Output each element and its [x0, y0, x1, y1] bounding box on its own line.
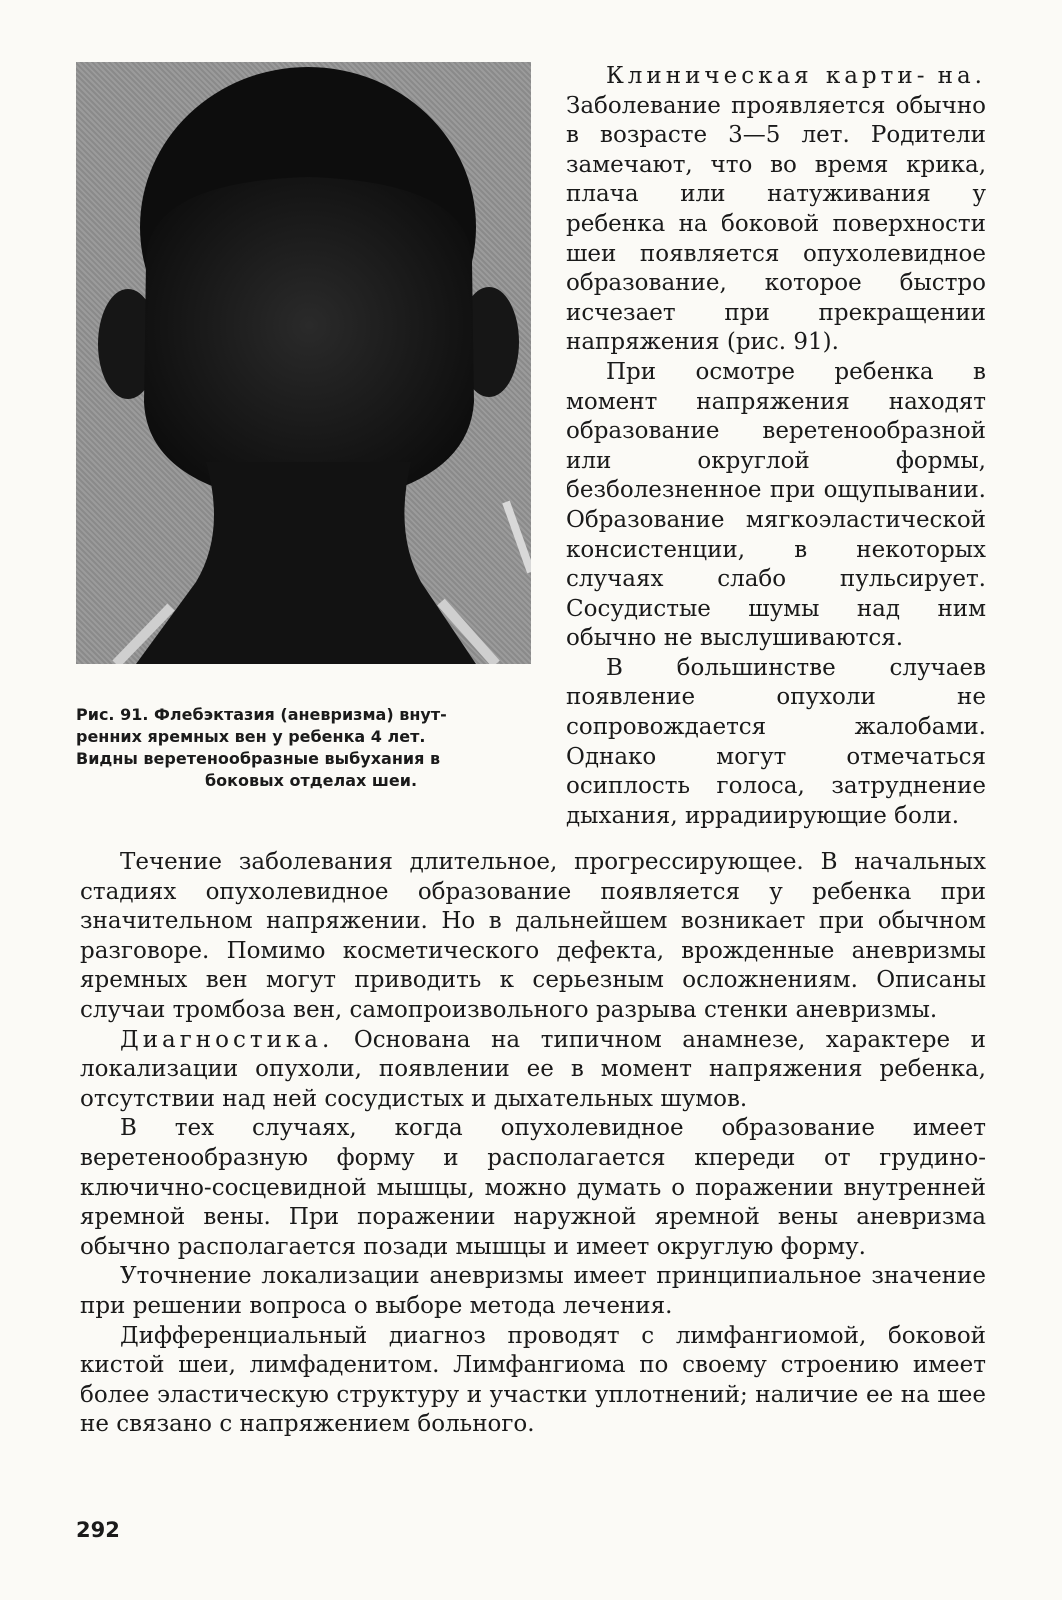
paragraph-examination: При осмотре ребенка в момент напряжения находят образование веретенообразной или округлой формы, безболезненное при ощупывании. Образование мягкоэластической консистенции, в некоторых случаях слабо пульсирует. Сосудистые шумы над ним обычно не выслушиваются.: [566, 358, 986, 652]
paragraph-localization: В тех случаях, когда опухолевидное образование имеет веретенообразную форму и располагается кпереди от грудино-ключично-сосцевидной мышцы, можно думать о поражении внутренней яремной вены. При поражении наружной яремной вены аневризма обычно располагается позади мышцы и имеет округлую форму.: [80, 1115, 986, 1260]
paragraph-complaints: В большинстве случаев появление опухоли не сопровождается жалобами. Однако могут отмечаться осиплость голоса, затруднение дыхания, иррадиирующие боли.: [566, 654, 986, 829]
clinical-text: Заболевание проявляется обычно в возрасте 3—5 лет. Родители замечают, что во время крика, плача или натуживания у ребенка на боковой поверхности шеи появляется опухолевидное образование, которое быстро исчезает при прекращении напряжения (рис. 91).: [566, 92, 986, 356]
paragraph-diagnostics: [80, 1026, 986, 1115]
figure-caption: [76, 704, 546, 792]
figure-label: Рис. 91.: [76, 705, 149, 724]
caption-line-2: ренних яремных вен у ребенка 4 лет.: [76, 727, 426, 746]
section-heading-clinical: Клиническая карти-: [606, 63, 929, 89]
main-text: [80, 848, 986, 1440]
page-number: 292: [76, 1518, 120, 1542]
section-heading-clinical-end: на.: [937, 63, 986, 89]
child-portrait-image: [76, 62, 531, 664]
section-heading-diagnostics: Диагностика.: [120, 1026, 334, 1053]
paragraph-course: Течение заболевания длительное, прогрессирующее. В начальных стадиях опухолевидное образование появляется у ребенка при значительном напряжении. Но в дальнейшем возникает при обычном разговоре. Помимо косметического дефекта, врожденные аневризмы яремных вен могут приводить к серьезным осложнениям. Описаны случаи тромбоза вен, самопроизвольного разрыва стенки аневризмы.: [80, 849, 986, 1023]
paragraph-differential: Дифференциальный диагноз проводят с лимфангиомой, боковой кистой шеи, лимфаденитом. Лимфангиома по своему строению имеет более эластическую структуру и участки уплотнений; наличие ее на шее не связано с напряжением больного.: [80, 1322, 986, 1438]
paragraph-clinical-picture: [566, 62, 986, 358]
paragraph-treatment: Уточнение локализации аневризмы имеет принципиальное значение при решении вопроса о выборе метода лечения.: [80, 1263, 986, 1319]
caption-line-4: боковых отделах шеи.: [204, 771, 418, 790]
caption-line-3: Видны веретенообразные выбухания в: [76, 749, 441, 768]
right-text-column: [566, 62, 986, 831]
caption-line-1: Флебэктазия (аневризма) внут-: [154, 705, 447, 724]
figure-photo: [76, 62, 531, 664]
diagnostics-text: Основана на типичном анамнезе, характере и локализации опухоли, появлении ее в момент напряжения ребенка, отсутствии над ней сосудистых и дыхательных шумов.: [80, 1026, 987, 1112]
